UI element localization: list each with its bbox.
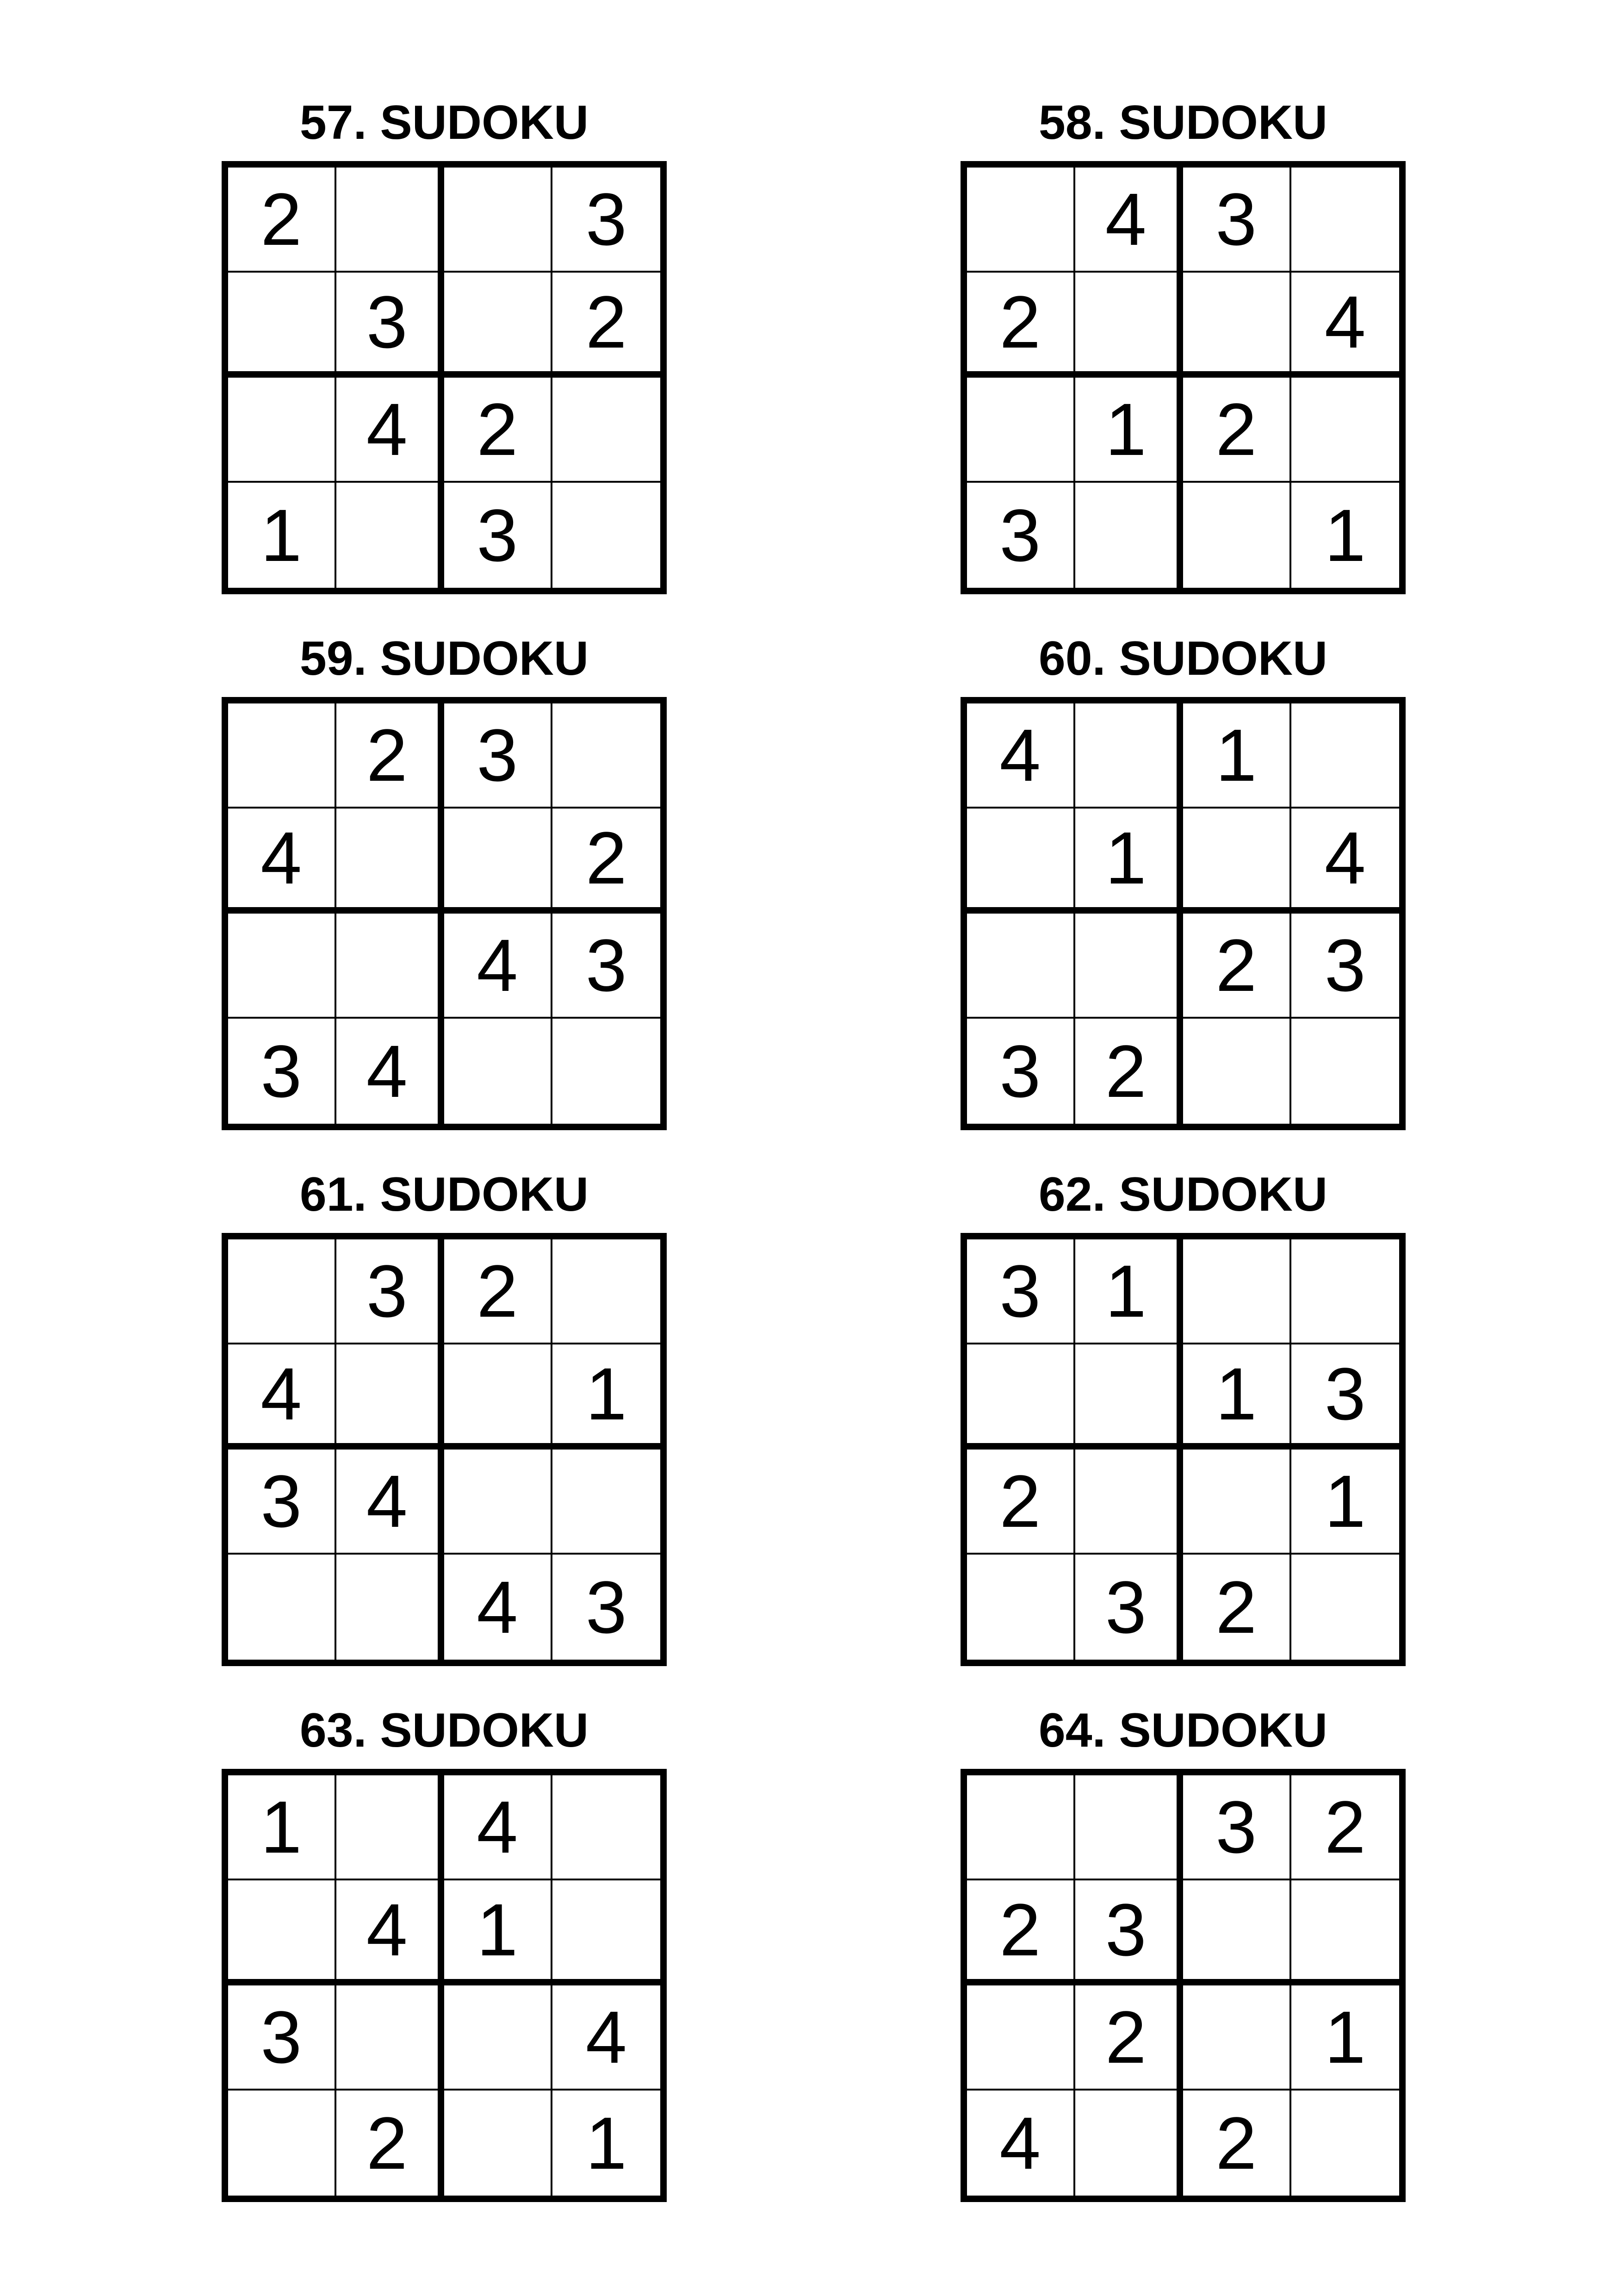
sudoku-cell xyxy=(1075,1450,1184,1555)
sudoku-cell: 2 xyxy=(336,703,445,809)
puzzle-title: 61. SUDOKU xyxy=(299,1168,589,1221)
puzzle-title: 57. SUDOKU xyxy=(299,96,589,149)
sudoku-cell: 1 xyxy=(552,1344,661,1450)
sudoku-cell xyxy=(1291,1555,1400,1660)
sudoku-cell: 2 xyxy=(1183,914,1291,1019)
sudoku-cell: 4 xyxy=(967,2091,1075,2196)
sudoku-cell xyxy=(444,1450,552,1555)
sudoku-cell xyxy=(967,168,1075,273)
sudoku-cell: 1 xyxy=(1075,1239,1184,1344)
sudoku-cell xyxy=(228,1239,336,1344)
sudoku-cell xyxy=(1183,1239,1291,1344)
sudoku-cell: 4 xyxy=(444,1775,552,1880)
sudoku-cell xyxy=(1291,378,1400,483)
sudoku-cell: 3 xyxy=(1291,1344,1400,1450)
sudoku-cell xyxy=(1183,1880,1291,1985)
sudoku-cell xyxy=(444,273,552,378)
sudoku-cell: 3 xyxy=(228,1985,336,2091)
sudoku-cell xyxy=(1291,1239,1400,1344)
sudoku-cell: 3 xyxy=(1183,168,1291,273)
sudoku-cell xyxy=(1183,1450,1291,1555)
sudoku-cell xyxy=(444,1985,552,2091)
sudoku-cell: 3 xyxy=(585,1565,627,1649)
sudoku-cell xyxy=(552,703,661,809)
sudoku-cell: 1 xyxy=(1183,1344,1291,1450)
sudoku-cell: 3 xyxy=(1075,1880,1184,1985)
puzzle-title: 64. SUDOKU xyxy=(1038,1704,1328,1757)
sudoku-cell: 4 xyxy=(336,1880,445,1985)
sudoku-cell xyxy=(1075,914,1184,1019)
sudoku-cell xyxy=(336,168,445,273)
sudoku-cell xyxy=(1183,273,1291,378)
sudoku-cell: 4 xyxy=(552,1985,661,2091)
sudoku-cell xyxy=(552,1019,661,1124)
sudoku-cell xyxy=(444,1344,552,1450)
sudoku-cell: 2 xyxy=(967,1450,1075,1555)
sudoku-cell: 1 xyxy=(444,1880,552,1985)
sudoku-cell xyxy=(1183,1985,1291,2091)
sudoku-cell: 1 xyxy=(1291,1985,1400,2091)
sudoku-cell xyxy=(1291,168,1400,273)
sudoku-cell: 2 xyxy=(1075,1019,1184,1124)
sudoku-cell: 4 xyxy=(336,1019,445,1124)
sudoku-cell xyxy=(228,1555,336,1660)
sudoku-cell: 1 xyxy=(1183,703,1291,809)
sudoku-cell: 4 xyxy=(1291,273,1400,378)
sudoku-cell xyxy=(967,1775,1075,1880)
sudoku-cell: 2 xyxy=(444,1239,552,1344)
sudoku-cell: 1 xyxy=(1075,809,1184,914)
sudoku-cell xyxy=(552,378,661,483)
sudoku-cell xyxy=(552,1880,661,1985)
sudoku-cell: 3 xyxy=(967,483,1075,588)
sudoku-grid xyxy=(961,161,1406,594)
sudoku-cell: 2 xyxy=(967,1880,1075,1985)
sudoku-grid xyxy=(961,1769,1406,2202)
sudoku-cell xyxy=(1291,703,1400,809)
sudoku-cell xyxy=(967,1985,1075,2091)
sudoku-cell xyxy=(228,273,336,378)
sudoku-cell: 4 xyxy=(1291,809,1400,914)
sudoku-cell xyxy=(444,809,552,914)
puzzle-title: 62. SUDOKU xyxy=(1038,1168,1328,1221)
sudoku-cell: 4 xyxy=(1075,168,1184,273)
sudoku-cell: 4 xyxy=(336,378,445,483)
sudoku-cell xyxy=(552,1450,661,1555)
sudoku-cell xyxy=(336,914,445,1019)
sudoku-cell xyxy=(967,914,1075,1019)
sudoku-cell: 3 xyxy=(1183,1775,1291,1880)
sudoku-cell xyxy=(1291,1019,1400,1124)
sudoku-cell: 1 xyxy=(228,1775,336,1880)
sudoku-cell xyxy=(1183,1019,1291,1124)
sudoku-cell: 3 xyxy=(967,1239,1075,1344)
sudoku-cell xyxy=(1183,483,1291,588)
sudoku-cell: 3 xyxy=(1075,1555,1184,1660)
sudoku-cell: 2 xyxy=(1183,378,1291,483)
sudoku-cell: 2 xyxy=(1075,1985,1184,2091)
sudoku-cell: 3 xyxy=(1291,914,1400,1019)
sudoku-cell: 2 xyxy=(552,273,661,378)
sudoku-cell: 1 xyxy=(1291,1450,1400,1555)
sudoku-cell xyxy=(552,1239,661,1344)
sudoku-cell: 3 xyxy=(444,483,552,588)
sudoku-cell xyxy=(228,1880,336,1985)
sudoku-cell xyxy=(228,703,336,809)
sudoku-cell: 3 xyxy=(552,168,661,273)
sudoku-cell: 2 xyxy=(336,2091,445,2196)
sudoku-cell xyxy=(336,483,445,588)
sudoku-grid xyxy=(961,697,1406,1130)
sudoku-cell xyxy=(228,378,336,483)
sudoku-cell xyxy=(336,809,445,914)
puzzle-title: 59. SUDOKU xyxy=(299,632,589,685)
sudoku-cell xyxy=(967,809,1075,914)
sudoku-cell: 2 xyxy=(228,168,336,273)
sudoku-cell: 2 xyxy=(444,378,552,483)
sudoku-cell: 1 xyxy=(1324,493,1366,577)
sudoku-cell xyxy=(967,378,1075,483)
sudoku-cell: 3 xyxy=(967,1019,1075,1124)
sudoku-cell: 4 xyxy=(444,1555,552,1660)
puzzle-title: 58. SUDOKU xyxy=(1038,96,1328,149)
sudoku-cell: 3 xyxy=(552,914,661,1019)
sudoku-cell: 3 xyxy=(444,703,552,809)
sudoku-cell: 4 xyxy=(967,703,1075,809)
sudoku-cell: 2 xyxy=(1291,1775,1400,1880)
sudoku-cell: 2 xyxy=(1183,2091,1291,2196)
sudoku-cell: 3 xyxy=(228,1450,336,1555)
sudoku-cell xyxy=(1291,1880,1400,1985)
sudoku-cell xyxy=(228,2091,336,2196)
sudoku-cell: 3 xyxy=(336,1239,445,1344)
sudoku-cell: 4 xyxy=(228,809,336,914)
sudoku-cell xyxy=(336,1775,445,1880)
sudoku-cell xyxy=(336,1555,445,1660)
sudoku-cell: 1 xyxy=(585,2101,627,2184)
sudoku-cell: 4 xyxy=(336,1450,445,1555)
sudoku-cell xyxy=(1075,483,1184,588)
sudoku-cell: 1 xyxy=(228,483,336,588)
sudoku-cell xyxy=(336,1344,445,1450)
puzzle-title: 60. SUDOKU xyxy=(1038,632,1328,685)
sudoku-cell xyxy=(1291,2091,1400,2196)
sudoku-cell: 1 xyxy=(1075,378,1184,483)
sudoku-cell xyxy=(1075,1344,1184,1450)
sudoku-grid xyxy=(222,697,667,1130)
sudoku-cell xyxy=(444,1019,552,1124)
sudoku-cell: 4 xyxy=(444,914,552,1019)
puzzle-title: 63. SUDOKU xyxy=(299,1704,589,1757)
sudoku-cell: 2 xyxy=(967,273,1075,378)
sudoku-cell xyxy=(228,914,336,1019)
sudoku-cell xyxy=(1075,2091,1184,2196)
sudoku-cell xyxy=(1183,809,1291,914)
sudoku-cell xyxy=(552,483,661,588)
sudoku-grid xyxy=(222,161,667,594)
sudoku-cell xyxy=(1075,703,1184,809)
sudoku-cell: 3 xyxy=(228,1019,336,1124)
sudoku-grid xyxy=(222,1769,667,2202)
sudoku-cell xyxy=(967,1555,1075,1660)
sudoku-cell xyxy=(967,1344,1075,1450)
sudoku-cell xyxy=(552,1775,661,1880)
sudoku-cell xyxy=(336,1985,445,2091)
sudoku-cell: 2 xyxy=(1183,1555,1291,1660)
sudoku-cell xyxy=(444,2091,552,2196)
sudoku-cell xyxy=(1075,1775,1184,1880)
sudoku-cell xyxy=(444,168,552,273)
sudoku-grid xyxy=(222,1233,667,1666)
sudoku-cell: 3 xyxy=(336,273,445,378)
sudoku-grid xyxy=(961,1233,1406,1666)
sudoku-cell xyxy=(1075,273,1184,378)
sudoku-cell: 4 xyxy=(228,1344,336,1450)
sudoku-cell: 2 xyxy=(552,809,661,914)
